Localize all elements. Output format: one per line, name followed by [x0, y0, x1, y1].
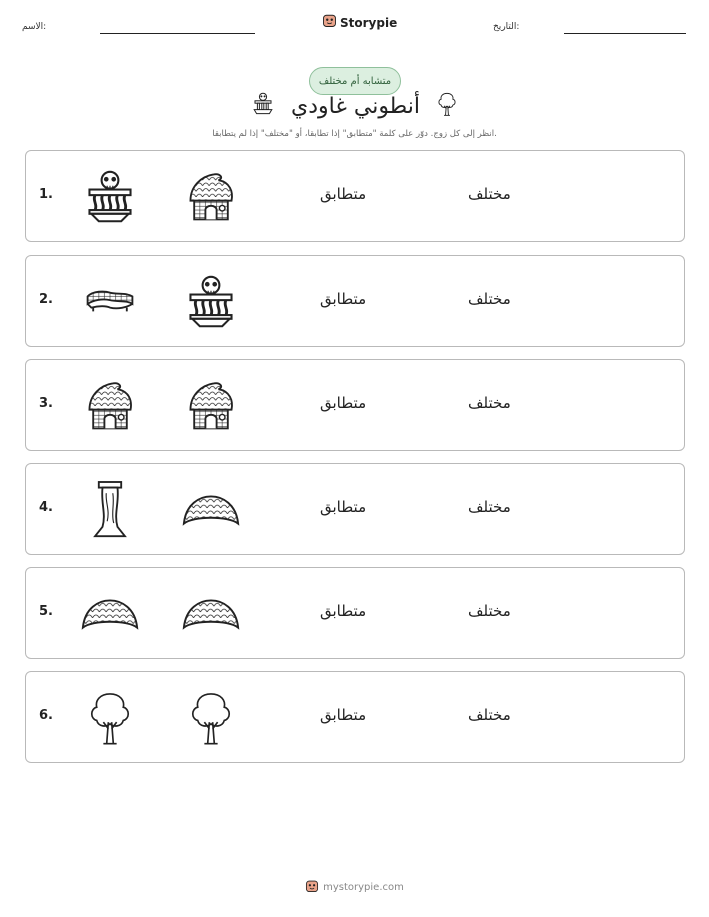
exercise-row-3: [25, 359, 685, 451]
exercise-row-4: [25, 463, 685, 555]
choice-same[interactable]: متطابق: [320, 290, 367, 308]
name-line[interactable]: [100, 33, 255, 34]
mushroom-house-icon: [78, 374, 142, 438]
mosaic-bench-icon: [78, 270, 142, 334]
choice-different[interactable]: مختلف: [468, 602, 511, 620]
choice-different[interactable]: مختلف: [468, 498, 511, 516]
row-number: 2.: [39, 292, 53, 307]
tree-icon: [78, 686, 142, 750]
page-title: أنطوني غاودي: [291, 93, 420, 119]
row-number: 5.: [39, 604, 53, 619]
title-row: [0, 89, 709, 123]
row-number: 3.: [39, 396, 53, 411]
footer: [0, 879, 709, 896]
storypie-logo-icon: [322, 13, 337, 32]
mushroom-house-icon: [179, 374, 243, 438]
choice-different[interactable]: مختلف: [468, 290, 511, 308]
choice-different[interactable]: مختلف: [468, 394, 511, 412]
scaled-roof-icon: [179, 478, 243, 542]
tree-column-icon: [78, 478, 142, 542]
date-line[interactable]: [564, 33, 686, 34]
balcony-skull-icon: [179, 270, 243, 334]
mushroom-house-icon: [179, 165, 243, 229]
choice-different[interactable]: مختلف: [468, 185, 511, 203]
choice-same[interactable]: متطابق: [320, 185, 367, 203]
topic-badge: متشابه أم مختلف: [309, 67, 401, 95]
balcony-skull-icon: [251, 92, 275, 120]
brand: [322, 13, 397, 32]
instructions: انظر إلى كل زوج. دوّر على كلمة "متطابق" إذا تطابقا، أو "مختلف" إذا لم يتطابقا.: [212, 129, 497, 139]
row-number: 4.: [39, 500, 53, 515]
exercise-row-6: [25, 671, 685, 763]
brand-name: Storypie: [340, 15, 398, 30]
choice-same[interactable]: متطابق: [320, 602, 367, 620]
exercise-row-1: [25, 150, 685, 242]
choice-same[interactable]: متطابق: [320, 498, 367, 516]
exercise-row-2: [25, 255, 685, 347]
exercise-row-5: [25, 567, 685, 659]
row-number: 1.: [39, 187, 53, 202]
scaled-roof-icon: [179, 582, 243, 646]
name-label: الاسم:: [22, 22, 47, 32]
tree-icon: [436, 91, 458, 121]
tree-icon: [179, 686, 243, 750]
date-label: التاريخ:: [493, 22, 520, 32]
footer-url[interactable]: mystorypie.com: [323, 882, 404, 893]
row-number: 6.: [39, 708, 53, 723]
choice-same[interactable]: متطابق: [320, 394, 367, 412]
scaled-roof-icon: [78, 582, 142, 646]
storypie-logo-icon: [305, 879, 319, 896]
balcony-skull-icon: [78, 165, 142, 229]
choice-same[interactable]: متطابق: [320, 706, 367, 724]
choice-different[interactable]: مختلف: [468, 706, 511, 724]
